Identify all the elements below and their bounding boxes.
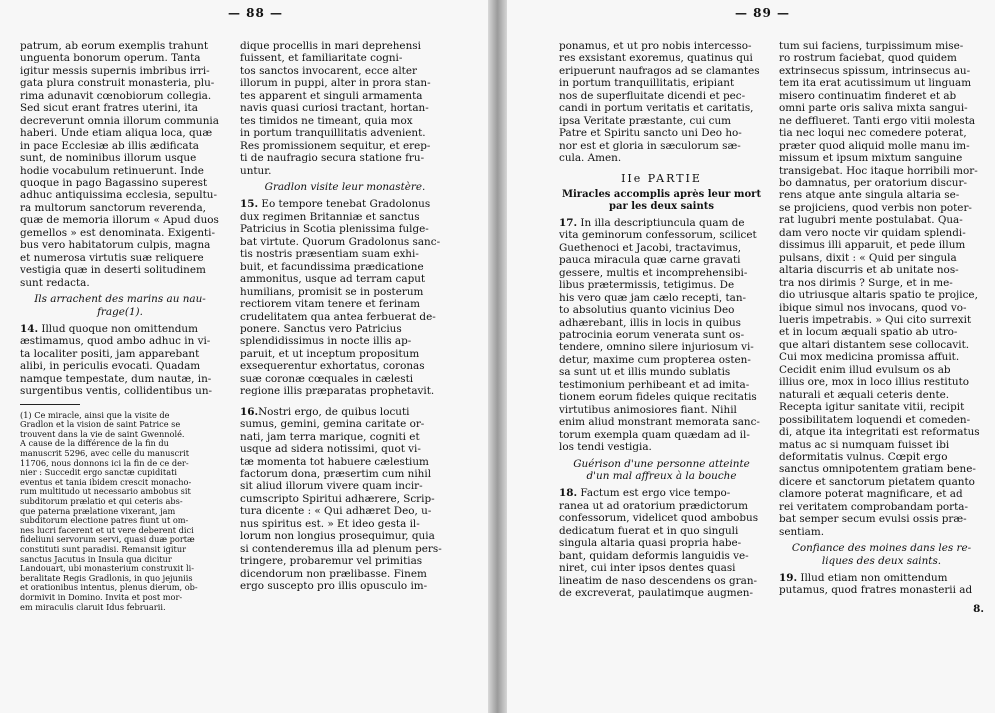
text-line: que paterna prælatione vixerant, jam [20,506,176,516]
text-line: bo damnatus, per oratorium discur- [779,176,967,189]
text-line: misero continuatim finderet et ab [779,89,957,102]
text-line: nus spiritus est. » Et ideo gesta il- [240,517,420,530]
text-line: eventus et tania ibidem crescit monacho- [20,477,192,487]
text-line: exsequerentur exhortatus, coronas [240,360,425,373]
text-line: tes apparent et singuli armamenta [240,89,423,102]
text-line: to absolutius quanto vicinius Deo [559,304,735,317]
text-line: d'un mal affreux à la bouche [586,469,737,482]
text-line: torum exempla quam quædam ad il- [559,428,750,441]
text-line: patrocinia eorum venerata sunt os- [559,328,745,341]
section-heading: Gradlon visite leur monastère. [264,180,426,193]
part-subtitle [559,189,764,214]
text-line: Eo tempore tenebat Gradolonus [258,198,431,211]
text-line: paruit, et ut inceptum propositum [240,347,420,360]
text-line: matus ac si numquam fuisset ibi [779,438,950,451]
text-line: fuissent, et familiaritate cogni- [240,52,403,65]
text-line: in portum tranquillitatis advenient. [240,127,426,140]
text-line: gessere, multis et incomprehensibi- [559,266,748,279]
text-line: rei veritatem comprobandam porta- [779,500,968,513]
signature-mark: 8. [973,602,984,615]
book-gutter [488,0,507,713]
text-line: fideliuni servorum servi, quasi duæ portæ [20,535,195,545]
text-line: bat virtute. Quorum Gradolonus sanc- [240,235,441,248]
paragraph-19 [779,572,984,597]
text-line: Miracles accomplis après leur mort [561,188,762,200]
text-line: sunt, de nominibus illorum usque [20,152,197,165]
paragraph-number: 16. [240,405,259,418]
body-text [240,40,450,177]
section-heading [559,458,764,483]
text-line: ro rostrum faciebat, quod quidem [779,52,957,65]
left-page [0,0,488,713]
text-line: testimonium perhibeant et ad imita- [559,378,750,391]
text-line: Illud etiam non omittendum [797,572,948,585]
section-heading [20,293,220,318]
paragraph-14 [20,323,220,398]
text-line: de excreverat, paulatimque augmen- [559,587,753,600]
paragraph-15 [240,198,450,397]
body-text [559,40,764,165]
text-line: frage(1). [97,305,143,318]
text-line: his vero quæ jam cælo recepti, tan- [559,291,747,304]
text-line: cumscripto Spiritui adhærere, Scrip- [240,492,435,505]
text-line: constituti sunt paradisi. Remansit igitur [20,545,187,554]
paragraph-text [559,487,764,599]
text-line: altaria discurris et ab unitate nos- [779,264,959,277]
text-line: dio utriusque altaris spatio te projice, [779,289,978,302]
text-line: Ils arrachent des marins au nau- [34,293,206,306]
text-line: Res promissionem sequitur, et erep- [240,139,431,152]
paragraph-number: 14. [20,322,39,335]
text-line: tringere, probaremur vel primitias [240,555,423,568]
paragraph-text [559,217,764,454]
text-line: alibi, in periculis evocati. Quadam [20,360,201,373]
text-line: em miraculis claruit Idus februarii. [20,602,166,612]
paragraph-text [20,323,220,398]
footnote-rule [20,404,80,405]
text-line: ammonitus, usque ad terram caput [240,273,426,286]
text-line: extrinsecus spissum, intrinsecus au- [779,64,971,77]
text-line: nor est et gloria in sæculorum sæ- [559,139,741,152]
text-line: et orationibus intentus, plenus dierum, ob- [20,583,198,593]
body-text [20,40,220,289]
text-line: A cause de la différence de la fin du [20,439,169,449]
text-line: si contenderemus illa ad plenum pers- [240,542,442,555]
text-line: ipsa Veritate præstante, cui cum [559,114,732,127]
page-number: — 88 — [228,6,284,20]
text-line: (1) Ce miracle, ainsi que la visite de [20,410,170,420]
text-line: buit, et facundissima prædicatione [240,260,424,273]
text-line: confessorum, videlicet quod ambobus [559,512,759,525]
text-line: æstimamus, quod ambo adhuc in vi- [20,335,211,348]
text-line: Recepta igitur sanitate vitii, recipit [779,401,965,414]
text-line: rima adunavit cœnobiorum collegia. [20,89,212,102]
text-line: possibilitatem loquendi et comeden- [779,413,971,426]
text-line: singula altaria quasi propria habe- [559,537,742,550]
text-line: virtutibus animosiores fiant. Nihil [559,403,737,416]
text-line: missum et ipsum mixtum sanguine [779,152,963,165]
text-line: sit aliud illorum vivere quam incir- [240,480,423,493]
text-line: Nostri ergo, de quibus locuti [258,405,410,418]
text-line: sentiam. [779,525,825,538]
paragraph-text [240,198,450,397]
body-text [779,40,984,538]
paragraph-number: 17. [559,216,578,229]
text-line: sumus, gemini, gemina caritate or- [240,418,425,431]
text-line: Guethenoci et Jacobi, tractavimus, [559,241,742,254]
text-line: bat semper secum evulsi ossis præ- [779,513,967,526]
text-line: lueris impetrabis. » Qui cito surrexit [779,313,972,326]
text-line: que altari distantem sese collocavit. [779,338,970,351]
text-line: dux regimen Britanniæ et sanctus [240,210,420,223]
text-line: rum multitudo ut necessario ambobus sit [20,487,191,497]
text-line: dedicatum fuerat et in quo singuli [559,524,739,537]
text-line: et in locum æquali spatio ab utro- [779,326,958,339]
text-line: quæ de memoria illorum « Apud duos [20,214,219,227]
text-line: enim aliud monstrant memorata sanc- [559,416,760,429]
text-line: ranea ut ad oratorium prædictorum [559,499,748,512]
text-line: præter quod aliquid molle manu im- [779,139,970,152]
text-line: usque ad sidera notissimi, quot vi- [240,443,421,456]
text-line: Gradlon et la vision de saint Patrice se [20,420,181,430]
text-line: di, atque ita integritati est reformatus [779,426,980,439]
text-line: Factum est ergo vice tempo- [577,487,731,500]
text-line: beralitate Regis Gradlonis, in quo jejuniis [20,573,193,583]
text-line: Cui mox medicina promissa affuit. [779,351,960,364]
text-line: deformitatis vulnus. Cœpit ergo [779,450,948,463]
text-line: Patricius in Scotia plenissima fulge- [240,223,429,236]
text-line: rat lugubri mente postulabat. Qua- [779,214,963,227]
text-line: splendidissimus in nocte illis ap- [240,335,412,348]
text-line: dique procellis in mari deprehensi [240,40,421,52]
text-line: transigebat. Hoc itaque horribili mor- [779,164,978,177]
text-line: lineatim de naso descendens os gran- [559,574,758,587]
text-line: rectiorem vitam tenere et ferinam [240,298,420,311]
text-line: tæ momenta tot habuere cælestium [240,455,429,468]
text-line: navis quasi curiosi tractant, hortan- [240,102,429,115]
text-line: dicere et sanctorum pietatem quanto [779,475,975,488]
text-line: ibique simul nos invocans, quod vo- [779,301,967,314]
paragraph-number: 19. [779,572,798,585]
text-line: Patre et Spiritu sancto uni Deo ho- [559,127,742,140]
text-line: tum sui faciens, turpissimum mise- [779,40,964,52]
text-line: igitur messis supernis imbribus irri- [20,64,210,77]
text-line: pauca miracula quæ carne gravati [559,254,741,267]
text-line: namque tempestate, dum nautæ, in- [20,372,212,385]
text-line: tis nostris præsentiam suam exhi- [240,248,419,261]
text-line: trouvent dans la vie de saint Gwennolé. [20,429,185,439]
text-line: et numerosa virtutis suæ reliquere [20,251,204,264]
text-line: Guérison d'une personne atteinte [573,457,750,470]
text-line: se projiciens, quod verbis non poter- [779,201,972,214]
text-line: illorum in puppi, alter in prora stan- [240,77,431,90]
text-line: tendere, omnino silere injuriosum vi- [559,341,754,354]
text-line: adhuc antiquissima ecclesia, sepultu- [20,189,217,202]
text-line: quoque in pago Bagassino superest [20,176,208,189]
text-line: vestigia quæ in deserti solitudinem [20,264,206,277]
text-line: dam vero nocte vir quidam splendi- [779,226,966,239]
text-line: tos sanctos invocarent, ecce alter [240,64,417,77]
text-line: tes timidos ne timeant, quia mox [240,114,413,127]
text-line: sa sunt ut et illis mundo sublatis [559,366,731,379]
text-line: haberi. Unde etiam aliqua loca, quæ [20,127,213,140]
text-line: in pace Ecclesiæ ab illis ædificata [20,139,199,152]
text-line: tura dicente : « Qui adhæret Deo, u- [240,505,432,518]
text-line: eripuerunt naufragos ad se clamantes [559,64,760,77]
text-line: gata plura construit monasteria, plu- [20,77,215,90]
paragraph-text [779,572,984,597]
text-line: niret, cui inter ipsos dentes quasi [559,562,736,575]
text-line: patrum, ab eorum exemplis trahunt [20,40,209,52]
page-number: — 89 — [735,6,791,20]
text-line: In illa descriptiuncula quam de [577,216,745,229]
text-line: Confiance des moines dans les re- [791,542,972,555]
text-line: regione illis præparatas prophetavit. [240,385,435,398]
text-line: nier : Succedit ergo sanctæ cupiditati [20,468,177,478]
text-line: subditorum prælatio et qui ceteris abs- [20,497,183,507]
paragraph-17 [559,217,764,454]
paragraph-number: 15. [240,198,259,211]
text-line: untur. [240,164,272,177]
part-title: IIe PARTIE [621,171,702,185]
text-line: ra multorum sanctorum reverenda, [20,201,206,214]
text-line: bant, quidam deformis languidis ve- [559,549,749,562]
text-line: omni parte oris saliva mixta sangui- [779,102,968,115]
text-line: manuscrit 5296, avec celle du manuscrit [20,449,190,459]
text-line: suæ coronæ cœquales in cælesti [240,372,414,385]
text-line: detur, maxime cum propterea osten- [559,353,751,366]
text-line: adhærebant, illis in locis in quibus [559,316,742,329]
text-line: tionem eorum fideles quique recitatis [559,391,757,404]
text-line: Landouart, ubi monasterium construxit li- [20,564,195,574]
text-line: cula. Amen. [559,152,622,165]
footnote [20,411,220,612]
text-line: tra nos dirimis ? Surge, et in me- [779,276,953,289]
text-line: decreverunt omnia illorum communia [20,114,219,127]
left-column-2 [240,40,450,592]
text-line: illius ore, mox in loco illius restituto [779,376,970,389]
text-line: Sed sicut erant fratres uterini, ita [20,102,198,115]
text-line: nes lucri facerent et ut vere deberent dici [20,525,194,535]
text-line: 11706, nous donnons ici la fin de ce der- [20,458,189,468]
text-line: liques des deux saints. [821,554,942,567]
left-column-1 [20,40,220,612]
text-line: pulsans, dixit : « Quid per singula [779,251,957,264]
text-line: unguenta bonorum operum. Tanta [20,52,201,65]
text-line: ergo suscepto pro illis opusculo im- [240,580,428,593]
text-line: rens atque ante singula altaria se- [779,189,960,202]
text-line: ne defflueret. Tanti ergo vitii molesta [779,114,976,127]
text-line: tem ita erat acutissimum ut linguam [779,77,972,90]
text-line: nati, jam terra marique, cogniti et [240,430,420,443]
text-line: humilians, promisit se in posterum [240,285,424,298]
text-line: hodie vocabulum retinuerunt. Inde [20,164,204,177]
text-line: surgentibus ventis, collidentibus un- [20,385,213,398]
text-line: putamus, quod fratres monasterii ad [779,584,973,597]
text-line: naturali et æquali ceteris dente. [779,388,950,401]
text-line: ta localiter positi, jam apparebant [20,347,200,360]
text-line: Illud quoque non omittendum [38,322,198,335]
text-line: dormivit in Domino. Invita et post mor- [20,592,183,602]
text-line: tia nec loqui nec comedere poterat, [779,127,967,140]
text-line: dicendorum non prælibasse. Finem [240,567,427,580]
text-line: factorum dona, præsertim cum nihil [240,467,432,480]
text-line: ti de naufragio secura statione fru- [240,152,425,165]
text-line: clamore poterat magnificare, et ad [779,488,963,501]
text-line: bus vero habitatorum culpis, magna [20,239,211,252]
text-line: par les deux saints [609,201,714,213]
text-line: lorum non longius prosequimur, quia [240,530,435,543]
text-line: candi in portum veritatis et caritatis, [559,102,754,115]
text-line: sunt redacta. [20,276,90,289]
text-line: sanctus Jacutus in Insula qua dicitur [20,554,172,564]
paragraph-number: 18. [559,487,578,500]
text-line: subditorum electione patres fiunt ut om- [20,516,189,526]
right-column-2 [779,40,984,615]
text-line: gemellos » est denominata. Exigenti- [20,226,216,239]
text-line: dissimus illi apparuit, et pede illum [779,239,966,252]
paragraph-text [240,406,450,593]
paragraph-16 [240,406,450,593]
section-heading [779,542,984,567]
text-line: res exsistant exoremus, quatinus qui [559,52,753,65]
right-column-1 [559,40,764,599]
text-line: Cecidit enim illud evulsum os ab [779,363,951,376]
text-line: sanctus omnipotentem gratiam bene- [779,463,976,476]
text-line: ponere. Sanctus vero Patricius [240,322,402,335]
paragraph-18 [559,487,764,599]
text-line: in portum tranquillitatis, eripiant [559,77,735,90]
text-line: libus prætermissis, tetigimus. De [559,279,735,292]
right-page [507,0,995,713]
text-line: nos de superfluitate dicendi et pec- [559,89,746,102]
text-line: crudelitatem qua antea ferbuerat de- [240,310,436,323]
text-line: ponamus, et ut pro nobis intercesso- [559,40,752,52]
text-line: vita geminorum confessorum, scilicet [559,229,757,242]
text-line: los tendi vestigia. [559,441,652,454]
